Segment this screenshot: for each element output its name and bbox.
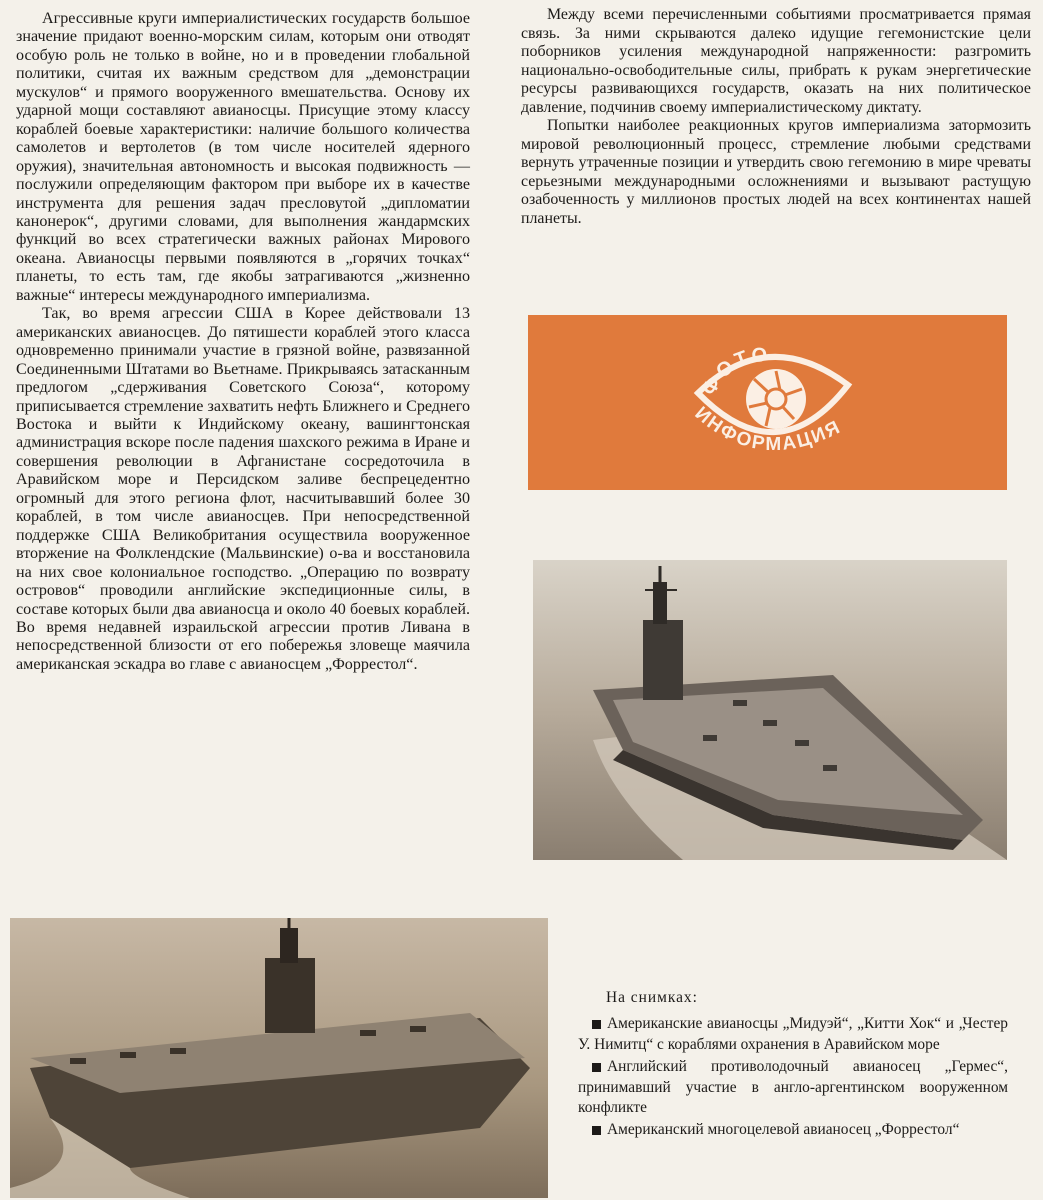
caption-item-2 <box>578 1057 1008 1118</box>
right-paragraph-2: Попытки наиболее реакционных кругов империализма затормозить мировой революционный процесс, стремление любыми средствами вернуть утраченные позиции и утвердить свою гегемонию в мире чреваты серьезными международными осложнениями и вызывают растущую озабоченность у миллионов простых людей на всех континентах нашей планеты. <box>521 117 1031 227</box>
photo-info-badge <box>528 315 1007 490</box>
caption-text-3: Американский многоцелевой авианосец „Форрестол“ <box>607 1121 960 1139</box>
eye-aperture-emblem <box>528 315 1007 490</box>
captions-heading: На снимках: <box>606 989 698 1006</box>
bullet-square-icon <box>592 1126 601 1135</box>
photo-captions <box>578 988 1008 1143</box>
carrier-photo-bottom <box>10 918 548 1198</box>
caption-item-3 <box>578 1120 1008 1140</box>
left-text-column <box>16 10 470 674</box>
badge-top-label: ФОТО <box>698 344 771 400</box>
right-paragraph-1: Между всеми перечисленными событиями просматривается прямая связь. За ними скрываются далеко идущие гегемонистские цели поборников усиления международной напряженности: разгромить национально-освободительные силы, прибрать к рукам энергетические ресурсы развивающихся государств, оказать на них политическое давление, подчинив своему империалистическому диктату. <box>521 6 1031 116</box>
carrier-photo-top <box>533 560 1007 860</box>
left-paragraph-1: Агрессивные круги империалистических государств большое значение придают военно-морским силам, которым они отводят особую роль не только в войне, но и в проведении глобальной политики, считая их важным средством для „демонстрации мускулов“ и прямого вооруженного вмешательства. Основу их ударной мощи составляют авианосцы. Присущие этому классу кораблей боевые характеристики: наличие большого количества самолетов и вертолетов (в том числе носителей ядерного оружия), значительная автономность и высокая подвижность — послужили определяющим фактором при выборе их в качестве инструмента для решения задач пресловутой „дипломатии канонерок“, другими словами, для выполнения жандармских функций во всех стратегически важных районах Мирового океана. Авианосцы первыми появляются в „горячих точках“ планеты, то есть там, где якобы затрагиваются „жизненно важные“ интересы международного империализма. <box>16 10 470 304</box>
right-text-column <box>521 6 1031 228</box>
bullet-square-icon <box>592 1020 601 1029</box>
caption-text-1: Американские авианосцы „Мидуэй“, „Китти Хок“ и „Честер У. Нимитц“ с кораблями охранения в Аравийском море <box>578 1015 1008 1053</box>
caption-item-1 <box>578 1014 1008 1055</box>
left-paragraph-2: Так, во время агрессии США в Корее действовали 13 американских авианосцев. До пятишести кораблей этого класса одновременно принимали участие в грязной войне, развязанной Соединенными Штатами во Вьетнаме. Прикрываясь затасканным предлогом „сдерживания Советского Союза“, которому приписывается стремление захватить нефть Ближнего и Среднего Востока и выйти к Индийскому океану, вашингтонская администрация вскоре после падения шахского режима в Иране и совершения революции в Афганистане сосредоточила в Аравийском море и Персидском заливе беспрецедентно огромный для этого региона флот, насчитывавший более 30 кораблей, в том числе авианосцев. При непосредственной поддержке США Великобритания осуществила вооруженное вторжение на Фолклендские (Мальвинские) о-ва и восстановила на них свое колониальное господство. „Операцию по возврату островов“ проводили английские экспедиционные силы, в составе которых были два авианосца и около 40 боевых кораблей. Во время недавней израильской агрессии против Ливана в непосредственной близости от его побережья зловеще маячила американская эскадра во главе с авианосцем „Форрестол“. <box>16 305 470 673</box>
bullet-square-icon <box>592 1063 601 1072</box>
caption-text-2: Английский противолодочный авианосец „Гермес“, принимавший участие в англо-аргентинском вооруженном конфликте <box>578 1058 1008 1117</box>
badge-bottom-label: ИНФОРМАЦИЯ <box>690 403 845 456</box>
